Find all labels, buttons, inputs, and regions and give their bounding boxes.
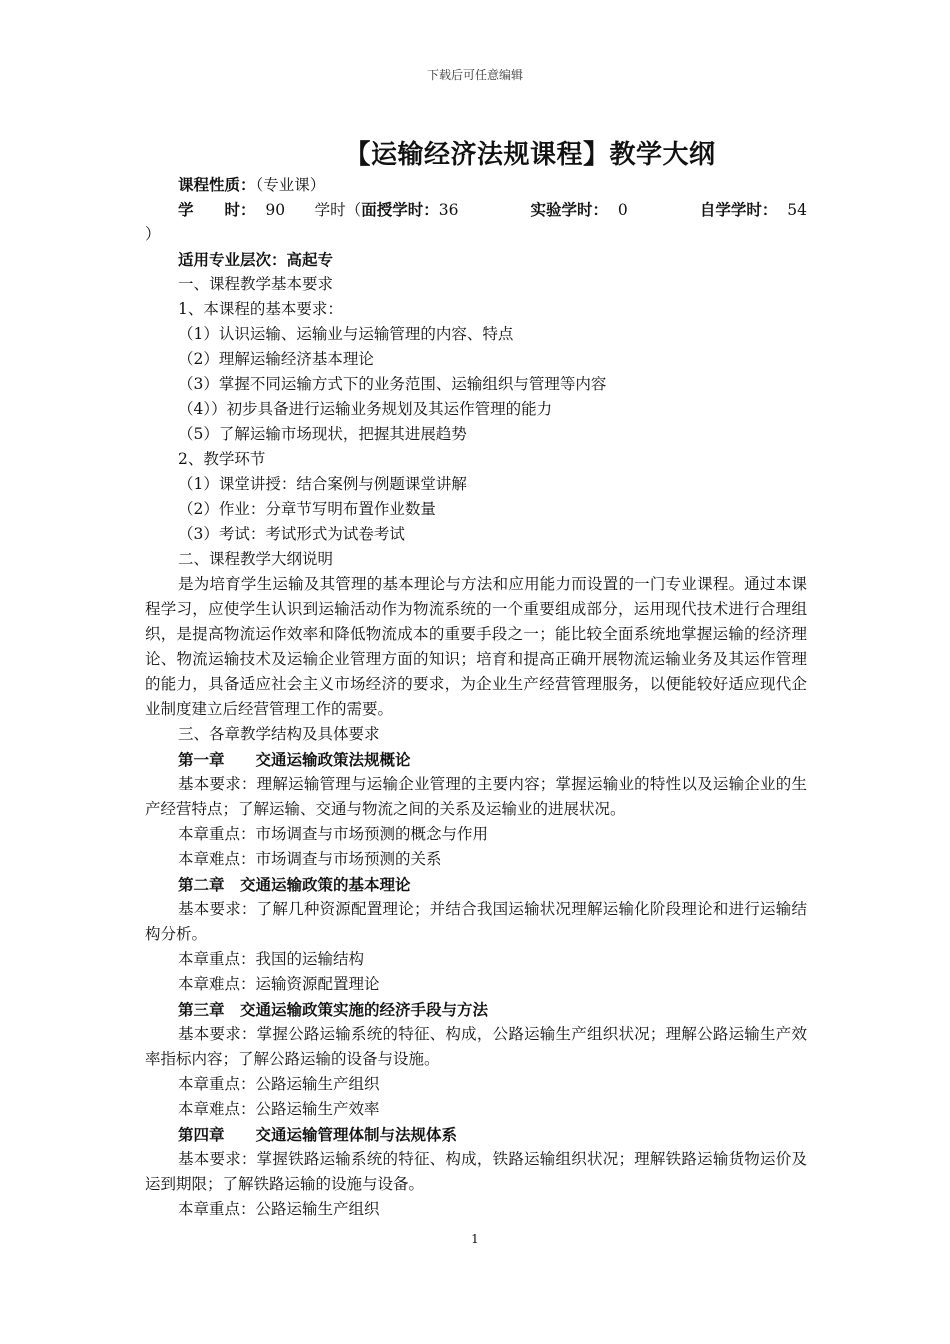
teaching-link-item: （1）课堂讲授：结合案例与例题课堂讲解 [178,475,467,493]
hours-unit: 学时（ [314,201,362,219]
course-nature-line [145,172,807,197]
self-hours-label: 自学学时： [699,200,778,219]
chapter-difficulty: 本章难点：公路运输生产效率 [178,1100,380,1118]
chapter-difficulty: 本章难点：运输资源配置理论 [178,975,380,993]
course-nature-label: 课程性质： [178,175,256,194]
hours-group-lab [531,197,628,222]
chapter-key-point: 本章重点：公路运输生产组织 [178,1075,380,1093]
document-body [145,172,807,1222]
chapter-requirement: 基本要求：掌握公路运输系统的特征、构成，公路运输生产组织状况；理解公路运输生产效率指标内容；了解公路运输的设备与设施。 [145,1025,807,1068]
section-3-heading: 三、各章教学结构及具体要求 [178,725,380,743]
hours-label: 学 时： [178,200,256,219]
document-title-text: 【运输经济法规课程】教学大纲 [344,140,716,170]
lab-hours-label: 实验学时： [530,200,609,219]
chapter-requirement: 基本要求：掌握铁路运输系统的特征、构成，铁路运输组织状况；理解铁路运输货物运价及运到期限；了解铁路运输的设施与设备。 [145,1150,807,1193]
lecture-hours-label: 面授学时： [361,200,439,219]
applicable-level: 适用专业层次：高起专 [178,250,334,269]
requirement-item: （3）掌握不同运输方式下的业务范围、运输组织与管理等内容 [178,375,607,393]
chapter-key-point: 本章重点：我国的运输结构 [178,950,365,968]
document-title [0,134,950,171]
requirement-item: （1）认识运输、运输业与运输管理的内容、特点 [178,325,514,343]
hours-total: 90 [265,201,286,219]
requirement-item: （2）理解运输经济基本理论 [178,350,374,368]
requirement-item: （5）了解运输市场现状，把握其进展趋势 [178,425,467,443]
section-1-sub-1: 1、本课程的基本要求： [178,300,343,318]
section-1-sub-2: 2、教学环节 [178,450,266,468]
chapter-heading: 第四章 交通运输管理体制与法规体系 [178,1125,458,1144]
chapter-requirement: 基本要求：理解运输管理与运输企业管理的主要内容；掌握运输业的特性以及运输企业的生产经营特点；了解运输、交通与物流之间的关系及运输业的进展状况。 [145,775,807,818]
section-2-paragraph: 是为培育学生运输及其管理的基本理论与方法和应用能力而设置的一门专业课程。通过本课程学习，应使学生认识到运输活动作为物流系统的一个重要组成部分，运用现代技术进行合理组织，是提高物流运作效率和降低物流成本的重要手段之一；能比较全面系统地掌握运输的经济理论、物流运输技术及运输企业管理方面的知识；培育和提高正确开展物流运输业务及其运作管理的能力，具备适应社会主义市场经济的要求，为企业生产经营管理服务，以便能较好适应现代企业制度建立后经营管理工作的需要。 [145,575,807,718]
requirement-item: （4））初步具备进行运输业务规划及其运作管理的能力 [178,400,553,418]
hours-close: ） [145,225,161,243]
teaching-link-item: （2）作业：分章节写明布置作业数量 [178,500,436,518]
hours-group-total [178,197,458,222]
chapter-heading: 第二章 交通运输政策的基本理论 [178,875,411,894]
chapter-heading: 第三章 交通运输政策实施的经济手段与方法 [178,1000,489,1019]
chapter-heading: 第一章 交通运输政策法规概论 [178,750,411,769]
chapter-requirement: 基本要求：了解几种资源配置理论；并结合我国运输状况理解运输化阶段理论和进行运输结构分析。 [145,900,807,943]
lecture-hours-value: 36 [438,201,459,219]
teaching-link-item: （3）考试：考试形式为试卷考试 [178,525,405,543]
chapter-key-point: 本章重点：公路运输生产组织 [178,1200,380,1218]
hours-line [145,197,807,222]
chapter-key-point: 本章重点：市场调查与市场预测的概念与作用 [178,825,489,843]
header-note: 下载后可任意编辑 [426,68,523,82]
section-2-heading: 二、课程教学大纲说明 [178,550,334,568]
section-1-heading: 一、课程教学基本要求 [178,275,334,293]
page-number: 1 [471,1232,479,1246]
hours-group-self [700,197,807,222]
self-hours-value: 54 [787,201,807,219]
chapter-difficulty: 本章难点：市场调查与市场预测的关系 [178,850,442,868]
course-nature-value: （专业课） [255,176,326,194]
lab-hours-value: 0 [617,201,628,219]
